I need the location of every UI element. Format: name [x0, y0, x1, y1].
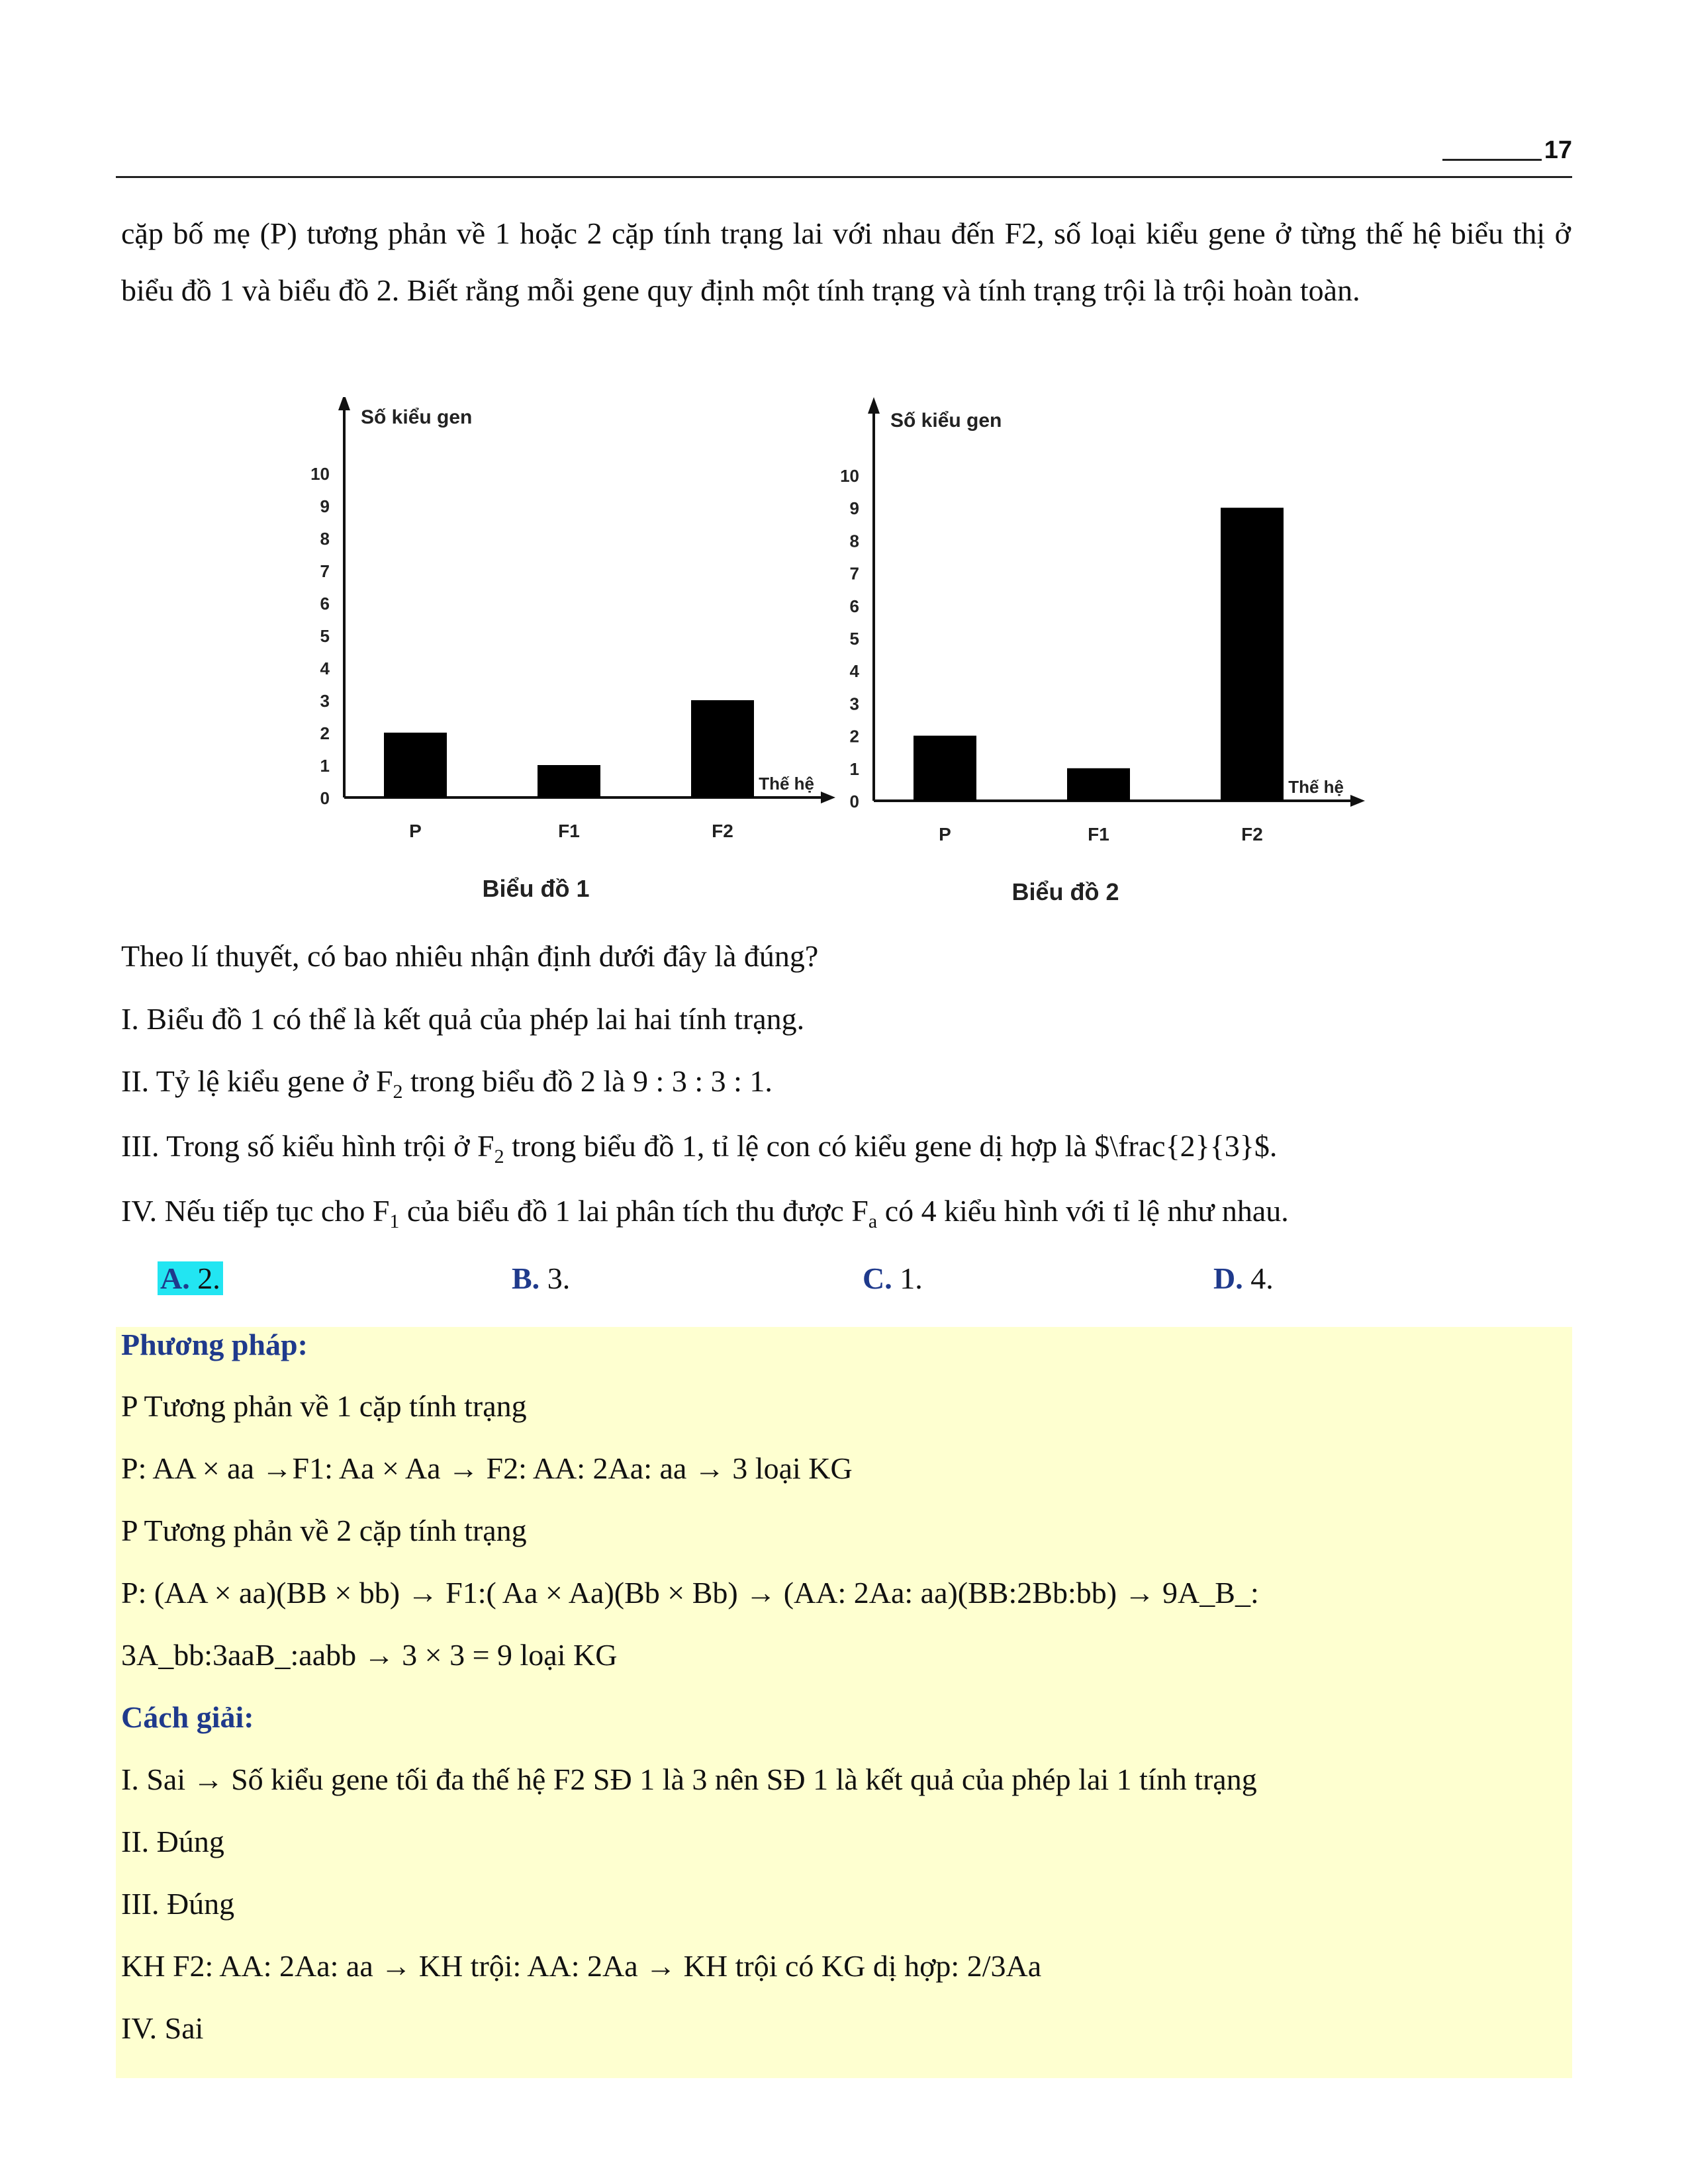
chart2-ytick: 3	[849, 694, 859, 714]
chart1-ytick: 1	[320, 756, 330, 776]
chart1-ylabel: Số kiểu gen	[361, 406, 473, 428]
page-header	[116, 136, 1572, 178]
statement-1: I. Biểu đồ 1 có thể là kết quả của phép lai hai tính trạng.	[121, 1002, 805, 1036]
method-line-4: P: (AA × aa)(BB × bb) → F1:( Aa × Aa)(Bb × Bb) → (AA: 2Aa: aa)(BB:2Bb:bb) → 9A_B_:	[121, 1576, 1259, 1610]
option-b: B. 3.	[512, 1261, 571, 1295]
chart2-ytick: 4	[849, 661, 859, 682]
option-d: D. 4.	[1213, 1261, 1274, 1295]
chart2-bar-f2	[1221, 508, 1284, 801]
chart2-ytick: 9	[849, 498, 859, 519]
chart2-x-arrow	[1350, 795, 1365, 807]
chart2-xtick: F1	[1088, 824, 1109, 844]
chart2-xtick: F2	[1241, 824, 1263, 844]
chart1-x-arrow	[821, 792, 835, 803]
chart2-ytick: 7	[849, 563, 859, 584]
solve-line-3: III. Đúng	[121, 1887, 235, 1921]
chart1-ytick: 8	[320, 529, 330, 549]
chart1-ytick: 5	[320, 626, 330, 646]
chart1-bar-p	[384, 733, 447, 797]
chart1-bar-f1	[538, 765, 600, 797]
chart1-xtick: F1	[558, 821, 580, 841]
chart1-ytick: 0	[320, 788, 330, 808]
solve-line-2: II. Đúng	[121, 1825, 224, 1858]
chart2-ytick: 5	[849, 629, 859, 649]
chart2-ytick: 10	[840, 466, 859, 486]
solve-line-1: I. Sai → Số kiểu gene tối đa thế hệ F2 SĐ 1 là 3 nên SĐ 1 là kết quả của phép lai 1 tính trạng	[121, 1762, 1257, 1796]
chart2-y-arrow	[868, 397, 880, 414]
chart1-xtick: P	[409, 821, 422, 841]
chart2-ytick: 2	[849, 726, 859, 747]
chart1-ytick: 4	[320, 659, 330, 678]
chart1-ytick: 9	[320, 496, 330, 516]
chart1-ytick: 3	[320, 691, 330, 711]
statement-3: III. Trong số kiểu hình trội ở $F_2$ trong biểu đồ 1, tỉ lệ con có kiểu gene dị hợp là $\frac{2}{3}$.	[121, 1129, 1278, 1168]
chart1-y-arrow	[338, 397, 350, 410]
chart1-bar-f2	[691, 700, 754, 797]
answer-options	[121, 1261, 1445, 1307]
chart2-bar-p	[914, 736, 976, 801]
option-c: C. 1.	[863, 1261, 923, 1295]
chart2-ytick: 0	[849, 792, 859, 811]
statement-2: II. Tỷ lệ kiểu gene ở $F_2$ trong biểu đồ 2 là 9 : 3 : 3 : 1.	[121, 1064, 773, 1103]
chart2-title: Biểu đồ 2	[1011, 878, 1119, 905]
method-line-1: P Tương phản về 1 cặp tính trạng	[121, 1389, 527, 1423]
statement-4: IV. Nếu tiếp tục cho $F_1$ của biểu đồ 1 lai phân tích thu được $F_a$ có 4 kiểu hình với tỉ lệ như nhau.	[121, 1194, 1289, 1233]
method-line-3: P Tương phản về 2 cặp tính trạng	[121, 1514, 527, 1547]
chart1-xlabel: Thế hệ	[759, 774, 814, 794]
chart1-ytick: 7	[320, 561, 330, 581]
option-a: A. 2.	[158, 1261, 223, 1296]
method-line-5: 3A_bb:3aaB_:aabb → 3 × 3 = 9 loại KG	[121, 1638, 618, 1672]
chart2-ytick: 1	[849, 758, 859, 779]
chart1-ytick: 10	[310, 464, 330, 484]
method-heading: Phương pháp:	[121, 1328, 308, 1361]
chart2-ylabel: Số kiểu gen	[890, 410, 1002, 432]
chart1-xtick: F2	[712, 821, 733, 841]
chart1-ytick: 2	[320, 723, 330, 743]
chart2-bar-f1	[1067, 768, 1130, 801]
chart1-ytick: 6	[320, 594, 330, 614]
page-number: 17	[1442, 136, 1572, 165]
solve-line-5: IV. Sai	[121, 2011, 204, 2045]
method-line-2: P: AA × aa →F1: Aa × Aa → F2: AA: 2Aa: aa → 3 loại KG	[121, 1451, 853, 1485]
chart2-xlabel: Thế hệ	[1288, 777, 1344, 797]
solve-heading: Cách giải:	[121, 1700, 254, 1734]
question-prompt: Theo lí thuyết, có bao nhiêu nhận định dưới đây là đúng?	[121, 939, 819, 973]
solution-box	[116, 1327, 1572, 2078]
chart2-ytick: 6	[849, 596, 859, 616]
charts-figure	[291, 397, 1377, 913]
solve-line-4: KH F2: AA: 2Aa: aa → KH trội: AA: 2Aa → KH trội có KG dị hợp: 2/3Aa	[121, 1949, 1042, 1983]
chart1-title: Biểu đồ 1	[482, 875, 590, 902]
charts-svg	[291, 397, 1377, 913]
chart2-ytick: 8	[849, 531, 859, 551]
intro-paragraph: cặp bố mẹ (P) tương phản về 1 hoặc 2 cặp tính trạng lai với nhau đến F2, số loại kiểu gene ở từng thế hệ biểu thị ở biểu đồ 1 và biểu đồ 2. Biết rằng mỗi gene quy định một tính trạng và tính trạng trội là trội hoàn toàn.	[121, 216, 1571, 307]
chart2-xtick: P	[939, 824, 951, 844]
